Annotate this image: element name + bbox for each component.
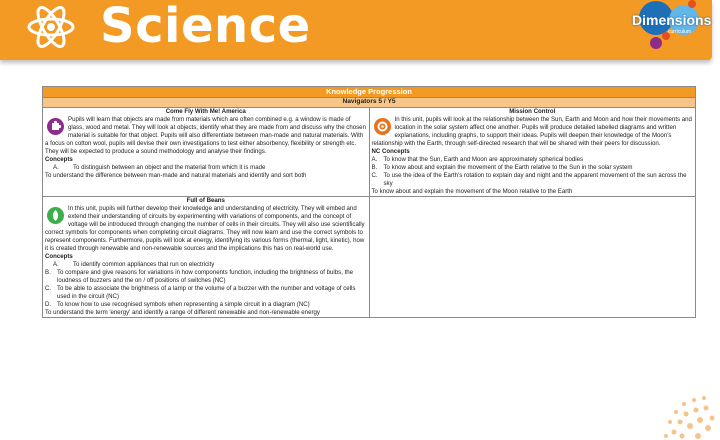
unit-title: Full of Beans bbox=[186, 196, 225, 204]
empty-cell bbox=[369, 196, 696, 317]
concepts-label: Concepts bbox=[45, 253, 73, 261]
list-item: A. To know that the Sun, Earth and Moon are approximately spherical bodies bbox=[371, 155, 584, 163]
puzzle-icon bbox=[47, 118, 64, 135]
leaf-icon bbox=[47, 207, 64, 224]
list-item: C. To be able to associate the brightness of a lamp or the volume of a buzzer with the number and voltage of cells used in the circuit (NC) bbox=[45, 285, 356, 301]
unit-footer: To know about and explain the movement of the Moon relative to the Earth bbox=[371, 187, 573, 195]
list-item: B. To know about and explain the movement of the Earth relative to the Sun in the solar system bbox=[371, 163, 633, 171]
unit-cell-mission bbox=[369, 107, 696, 196]
unit-footer: To understand the term 'energy' and identify a range of different renewable and non-renewable energy bbox=[45, 309, 320, 317]
knowledge-progression-table bbox=[42, 86, 696, 318]
list-item: B. To compare and give reasons for variations in how components function, including the brightness of bulbs, the loudness of buzzers and the on / off positions of switches (NC) bbox=[45, 269, 354, 285]
list-item: D. To know how to use recognised symbols when representing a simple circuit in a diagram (NC) bbox=[45, 301, 310, 309]
unit-title: Come Fly With Me! America bbox=[165, 107, 246, 115]
dimensions-logo bbox=[628, 0, 710, 56]
header-banner bbox=[0, 0, 712, 60]
unit-description: In this unit, pupils will further develop their knowledge and understanding of electricity. They will embed and extend their understanding of circuits by experimenting with variations of components, and the concept of voltage will be introduced through changing the number of cells in their circuits. They will also use scientifically correct symbols for components when completing circuit diagrams. They will now learn and use the correct symbols to represent components. Furthermore, pupils will look at energy, identifying its various forms (thermal, light, kinetic), how it is created through renewable and non-renewable sources and the implications this has on real-world use. bbox=[45, 204, 365, 253]
dotted-circle-decoration bbox=[656, 392, 716, 440]
page-title: Science bbox=[100, 0, 311, 54]
list-item: A. To identify common appliances that run on electricity bbox=[53, 261, 215, 269]
unit-footer: To understand the difference between man-made and natural materials and identify and sort both bbox=[45, 171, 307, 179]
unit-cell-fly bbox=[43, 107, 370, 196]
concepts-label: Concepts bbox=[45, 155, 73, 163]
list-item: A. To distinguish between an object and the material from which it is made bbox=[53, 163, 266, 171]
table-subtitle: Navigators 5 / Y5 bbox=[43, 97, 696, 107]
list-item: C. To use the idea of the Earth's rotation to explain day and night and the apparent movement of the sun across the sky bbox=[371, 171, 687, 187]
table-title: Knowledge Progression bbox=[43, 87, 696, 98]
unit-cell-beans bbox=[43, 196, 370, 317]
concepts-label: NC Concepts bbox=[371, 147, 410, 155]
unit-description: Pupils will learn that objects are made from materials which are often combined e.g. a window is made of glass, wood and metal. They will look at objects, identify what they are made from and discuss why the chosen material is suitable for that object. Pupils will also differentiate between man-made and natural materials. With a focus on cotton wool, pupils will devise their own investigations to test either absorbency, flexibility or strength etc. They will be expected to produce a sound methodology and analyse their findings. bbox=[45, 115, 366, 155]
atom-icon bbox=[26, 2, 76, 52]
unit-title: Mission Control bbox=[509, 107, 556, 115]
gear-icon bbox=[374, 118, 391, 135]
logo-text: Dimensions bbox=[632, 12, 712, 28]
unit-description: In this unit, pupils will look at the relationship between the Sun, Earth and Moon and how their movements and location in the solar system affect one another. Pupils will produce detailed labelled diagrams and written explanations, including graphs, to support their ideas. Pupils will deepen their knowledge of the Moon's relationship with the Earth, through self-directed research that will be shared with their peers for discussion. bbox=[371, 115, 692, 147]
logo-subtext: curriculum bbox=[668, 29, 692, 35]
